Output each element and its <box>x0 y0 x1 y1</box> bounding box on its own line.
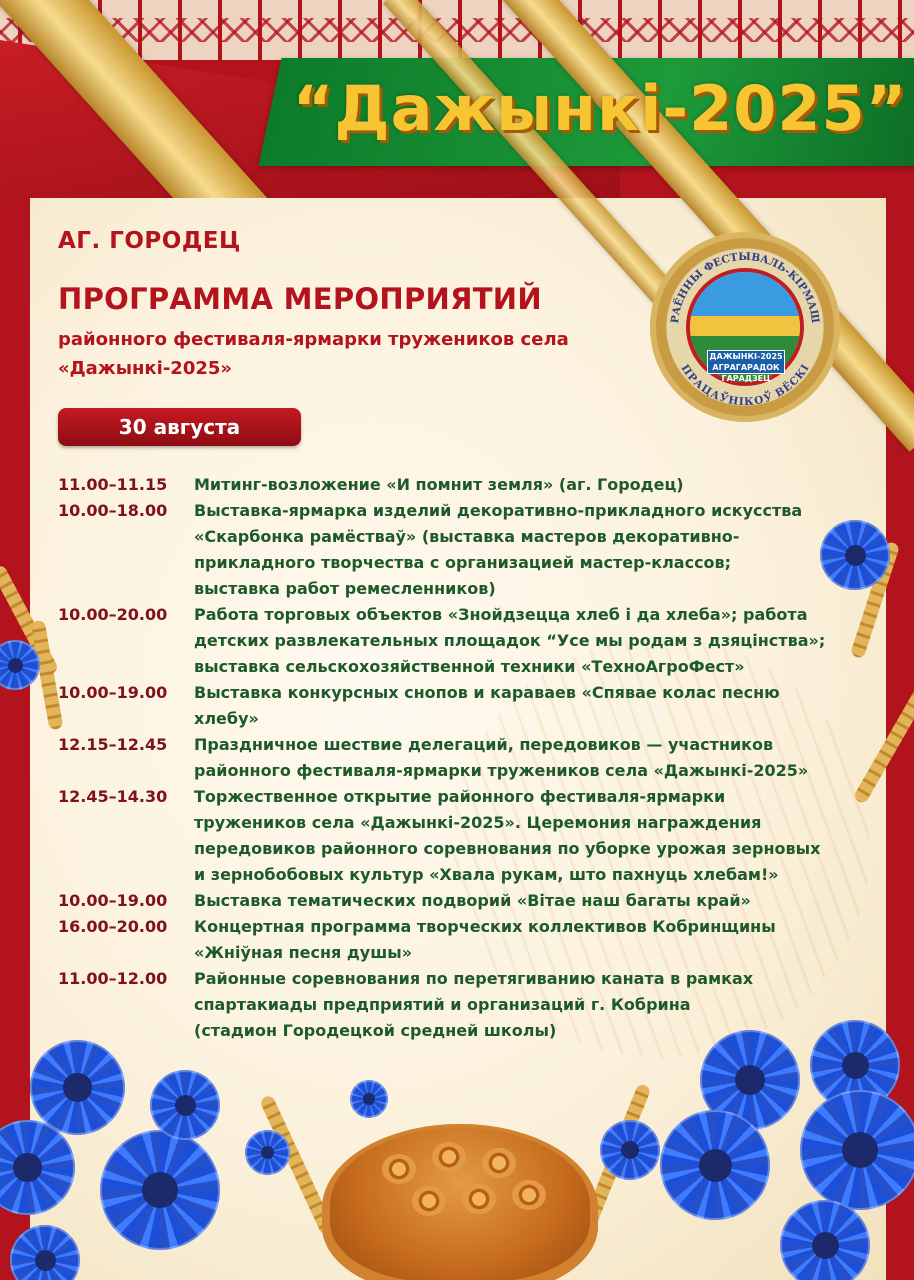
schedule-row <box>58 680 848 732</box>
poster-title: “Дажынкі-2025” <box>292 72 908 145</box>
schedule-description <box>194 602 848 680</box>
schedule-description <box>194 784 848 888</box>
schedule-description-line: выставка работ ремесленников) <box>194 579 496 598</box>
date-badge: 30 августа <box>58 408 301 446</box>
schedule-time: 10.00–20.00 <box>58 605 168 624</box>
schedule-description-line: Выставка конкурсных снопов и караваев «Спявае колас песню <box>194 683 780 702</box>
schedule-description-line: «Жніўная песня душы» <box>194 943 413 962</box>
festival-emblem <box>650 232 840 422</box>
schedule-description-line: Выставка-ярмарка изделий декоративно-прикладного искусства <box>194 501 803 520</box>
emblem-bottom-text: ПРАЦАЎНІКОЎ ВЁСКІ <box>678 362 812 409</box>
schedule-row <box>58 784 848 888</box>
cornflower-icon <box>780 1200 870 1280</box>
schedule-row <box>58 888 848 914</box>
schedule-description-line: Торжественное открытие районного фестиваля-ярмарки <box>194 787 726 806</box>
schedule-description-line: спартакиады предприятий и организаций г. Кобрина <box>194 995 691 1014</box>
schedule-description-line: Концертная программа творческих коллективов Кобринщины <box>194 917 776 936</box>
schedule-description-line: прикладного творчества с организацией мастер-классов; <box>194 553 732 572</box>
schedule-row <box>58 498 848 602</box>
loaf-decoration <box>512 1180 546 1210</box>
program-subheading <box>58 325 638 383</box>
emblem-sign-line: ГАРАДЗЕЦ <box>721 374 771 383</box>
schedule-description-line: Выставка тематических подворий «Вітае наш багаты край» <box>194 891 751 910</box>
cornflower-icon <box>600 1120 660 1180</box>
loaf-decoration <box>382 1154 416 1184</box>
schedule-description-line: тружеников села «Дажынкі-2025». Церемония награждения <box>194 813 762 832</box>
cornflower-icon <box>245 1130 290 1175</box>
schedule-time: 11.00–11.15 <box>58 475 168 494</box>
schedule-row <box>58 732 848 784</box>
loaf-decoration <box>482 1148 516 1178</box>
schedule-time: 11.00–12.00 <box>58 969 168 988</box>
schedule-description-line: и зернобобовых культур «Хвала рукам, што пахнуць хлебам!» <box>194 865 779 884</box>
bread-loaf-image <box>322 1124 598 1280</box>
cornflower-icon <box>350 1080 388 1118</box>
emblem-sign-line: АГРАГАРАДОК <box>712 363 780 372</box>
schedule-description-line: Районные соревнования по перетягиванию каната в рамках <box>194 969 754 988</box>
schedule-description-line: районного фестиваля-ярмарки тружеников села «Дажынкі-2025» <box>194 761 809 780</box>
schedule-description-line: (стадион Городецкой средней школы) <box>194 1021 557 1040</box>
schedule-time: 12.15–12.45 <box>58 735 168 754</box>
schedule-row <box>58 914 848 966</box>
schedule-time: 10.00–18.00 <box>58 501 168 520</box>
schedule-description <box>194 914 848 966</box>
cornflower-icon <box>100 1130 220 1250</box>
cornflower-icon <box>150 1070 220 1140</box>
emblem-sign-line: ДАЖЫНКІ-2025 <box>709 352 783 361</box>
loaf-decoration <box>462 1184 496 1214</box>
loaf-decoration <box>432 1142 466 1172</box>
schedule-description-line: Митинг-возложение «И помнит земля» (аг. Городец) <box>194 475 684 494</box>
schedule-time: 10.00–19.00 <box>58 891 168 910</box>
schedule-description <box>194 680 848 732</box>
schedule-description <box>194 732 848 784</box>
emblem-sign <box>707 350 785 383</box>
schedule-description <box>194 472 848 498</box>
schedule-description-line: передовиков районного соревнования по уборке урожая зерновых <box>194 839 821 858</box>
schedule-description-line: выставка сельскохозяйственной техники «ТехноАгроФест» <box>194 657 745 676</box>
schedule-description <box>194 888 848 914</box>
cornflower-icon <box>30 1040 125 1135</box>
schedule-row <box>58 602 848 680</box>
cornflower-icon <box>660 1110 770 1220</box>
schedule-row <box>58 966 848 1044</box>
cornflower-icon <box>820 520 890 590</box>
schedule-list <box>58 472 848 1044</box>
schedule-time: 16.00–20.00 <box>58 917 168 936</box>
schedule-time: 10.00–19.00 <box>58 683 168 702</box>
loaf-decoration <box>412 1186 446 1216</box>
emblem-top-text: РАЁННЫ ФЕСТЫВАЛЬ-КІРМАШ <box>669 250 822 324</box>
schedule-description-line: хлебу» <box>194 709 259 728</box>
schedule-description-line: «Скарбонка рамёстваў» (выставка мастеров декоративно- <box>194 527 740 546</box>
village-name: АГ. ГОРОДЕЦ <box>58 228 241 254</box>
schedule-description-line: Работа торговых объектов «Знойдзецца хлеб і да хлеба»; работа <box>194 605 808 624</box>
cornflower-icon <box>800 1090 914 1210</box>
schedule-description-line: Праздничное шествие делегаций, передовиков — участников <box>194 735 774 754</box>
schedule-time: 12.45–14.30 <box>58 787 168 806</box>
program-heading: ПРОГРАММА МЕРОПРИЯТИЙ <box>58 282 542 316</box>
schedule-description <box>194 498 848 602</box>
schedule-row <box>58 472 848 498</box>
subheading-line: «Дажынкі-2025» <box>58 358 233 379</box>
subheading-line: районного фестиваля-ярмарки тружеников села <box>58 329 569 350</box>
schedule-description-line: детских развлекательных площадок “Усе мы родам з дзяцінства»; <box>194 631 826 650</box>
